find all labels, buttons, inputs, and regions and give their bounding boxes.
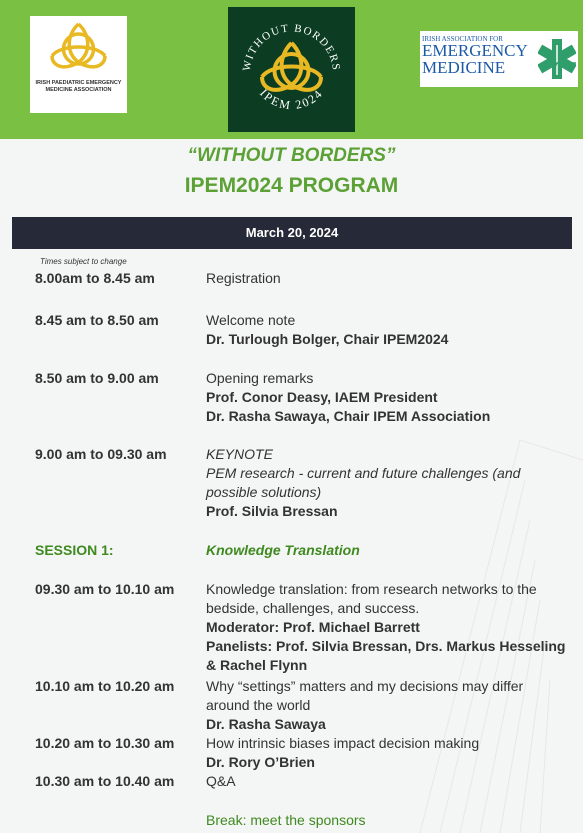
schedule-item xyxy=(206,580,566,675)
schedule-speaker: Prof. Conor Deasy, IAEM President xyxy=(206,389,438,405)
schedule-speaker: Dr. Rasha Sawaya, Chair IPEM Association xyxy=(206,408,491,424)
times-note: Times subject to change xyxy=(40,257,127,266)
schedule-title: Registration xyxy=(206,270,281,286)
schedule-title: Opening remarks xyxy=(206,370,314,386)
iaem-logo-line2: MEDICINE xyxy=(422,58,506,77)
iaem-logo xyxy=(420,31,578,87)
schedule-item xyxy=(206,269,566,288)
triquetra-icon xyxy=(30,16,127,80)
schedule-time: 10.30 am to 10.40 am xyxy=(35,773,175,789)
schedule-speaker: Dr. Rasha Sawaya xyxy=(206,716,326,732)
schedule-item xyxy=(206,445,566,521)
without-borders-logo xyxy=(228,7,355,132)
schedule-speaker: Dr. Turlough Bolger, Chair IPEM2024 xyxy=(206,331,449,347)
iaem-logo-line1: EMERGENCY xyxy=(422,41,528,60)
logo-arc-top: WITHOUT BORDERS xyxy=(240,22,343,73)
schedule-item xyxy=(206,734,566,772)
program-subtitle: “WITHOUT BORDERS” xyxy=(187,145,396,166)
schedule-item xyxy=(206,772,566,791)
schedule-speaker: Moderator: Prof. Michael Barrett xyxy=(206,619,420,635)
star-of-life-icon xyxy=(538,35,576,83)
schedule-time: 09.30 am to 10.10 am xyxy=(35,581,175,597)
schedule-title: Knowledge translation: from research networks to the bedside, challenges, and success. xyxy=(206,581,537,616)
ipem-logo-text: IRISH PAEDIATRIC EMERGENCY MEDICINE ASSOCIATION xyxy=(35,80,122,93)
program-title: IPEM2024 PROGRAM xyxy=(184,174,399,197)
schedule-title: PEM research - current and future challenges (and possible solutions) xyxy=(206,465,521,500)
schedule-speaker: Panelists: Prof. Silvia Bressan, Drs. Markus Hesseling & Rachel Flynn xyxy=(206,638,566,673)
schedule-time: 8.50 am to 9.00 am xyxy=(35,370,159,386)
session-title: Knowledge Translation xyxy=(206,542,360,558)
logo-arc-bottom: IPEM 2024 xyxy=(257,85,326,113)
triquetra-icon xyxy=(262,43,321,90)
session-label: SESSION 1: xyxy=(35,542,114,558)
schedule-speaker: Dr. Rory O’Brien xyxy=(206,754,315,770)
schedule-item xyxy=(206,677,566,734)
break-item: Break: meet the sponsors xyxy=(206,812,366,828)
schedule-time: 8.45 am to 8.50 am xyxy=(35,312,159,328)
schedule-title: Welcome note xyxy=(206,312,296,328)
schedule-time: 8.00am to 8.45 am xyxy=(35,270,155,286)
ipem-association-logo xyxy=(30,16,127,113)
schedule-time: 9.00 am to 09.30 am xyxy=(35,446,167,462)
schedule-time: 10.10 am to 10.20 am xyxy=(35,678,175,694)
date-bar: March 20, 2024 xyxy=(12,217,572,249)
schedule-title: How intrinsic biases impact decision making xyxy=(206,735,480,751)
schedule-item xyxy=(206,311,566,349)
header-banner xyxy=(0,0,583,139)
keynote-label: KEYNOTE xyxy=(206,446,273,462)
schedule-title: Why “settings” matters and my decisions may differ around the world xyxy=(206,678,524,713)
iaem-logo-small: IRISH ASSOCIATION FOR xyxy=(422,35,503,43)
schedule-speaker: Prof. Silvia Bressan xyxy=(206,503,338,519)
schedule-title: Q&A xyxy=(206,773,236,789)
schedule-item xyxy=(206,369,566,426)
schedule-time: 10.20 am to 10.30 am xyxy=(35,735,175,751)
